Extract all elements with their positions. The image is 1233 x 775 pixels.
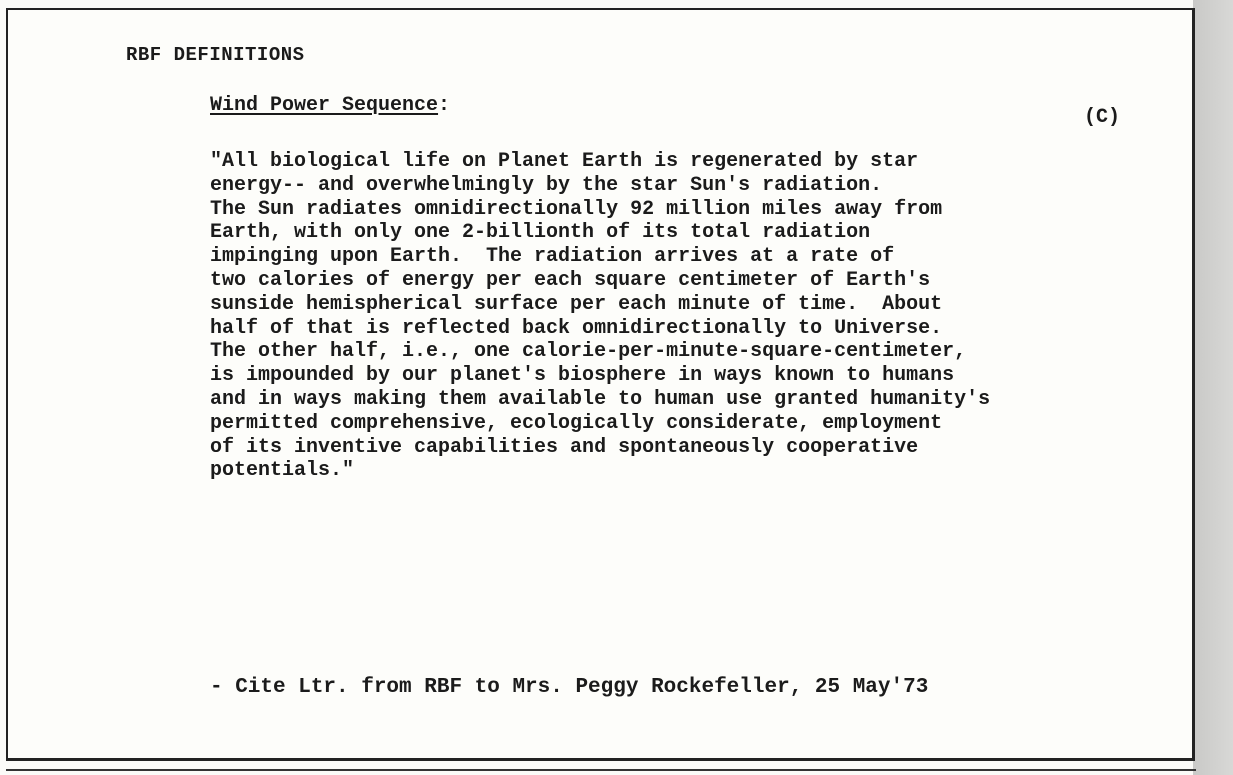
- quote-line: Earth, with only one 2-billionth of its total radiation: [210, 221, 871, 245]
- quote-line: of its inventive capabilities and spontaneously cooperative: [210, 435, 919, 459]
- quote-block: [210, 150, 990, 483]
- next-card-edge: [6, 769, 1196, 771]
- quote-line: energy-- and overwhelmingly by the star Sun's radiation.: [210, 173, 883, 197]
- quote-line: two calories of energy per each square centimeter of Earth's: [210, 268, 931, 292]
- entry-title: [210, 94, 450, 117]
- card-marker: (C): [1084, 106, 1121, 129]
- quote-line: is impounded by our planet's biosphere in ways known to humans: [210, 364, 955, 388]
- entry-title-text: Wind Power Sequence: [210, 94, 439, 117]
- quote-line: The other half, i.e., one calorie-per-minute-square-centimeter,: [210, 340, 967, 364]
- quote-line: The Sun radiates omnidirectionally 92 million miles away from: [210, 197, 943, 221]
- quote-line: sunside hemispherical surface per each minute of time. About: [210, 292, 943, 316]
- entry-title-suffix: :: [438, 94, 451, 117]
- quote-line: "All biological life on Planet Earth is regenerated by star: [210, 150, 919, 173]
- quote-line: potentials.": [210, 459, 355, 483]
- quote-line: half of that is reflected back omnidirectionally to Universe.: [210, 316, 943, 340]
- quote-line: and in ways making them available to human use granted humanity's: [210, 387, 991, 411]
- citation: - Cite Ltr. from RBF to Mrs. Peggy Rockefeller, 25 May'73: [210, 676, 929, 699]
- card-heading: RBF DEFINITIONS: [126, 44, 305, 66]
- scan-margin: [1193, 0, 1233, 775]
- quote-line: impinging upon Earth. The radiation arrives at a rate of: [210, 245, 895, 269]
- quote-line: permitted comprehensive, ecologically considerate, employment: [210, 411, 943, 435]
